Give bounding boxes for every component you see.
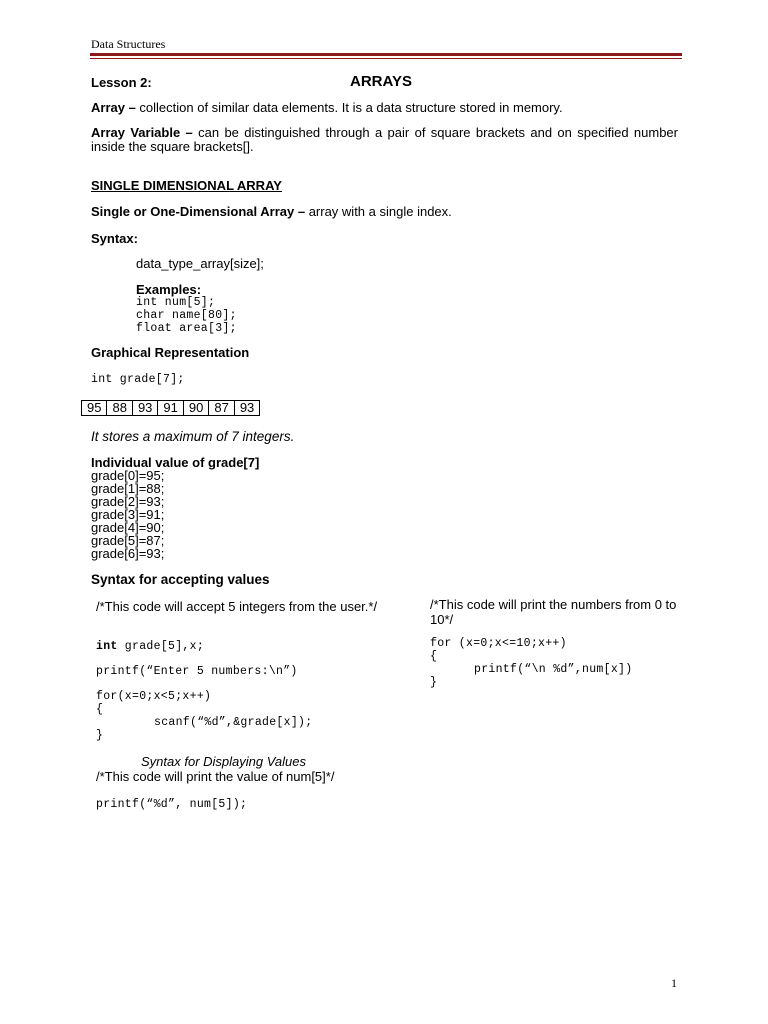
section-heading-displaying: Syntax for Displaying Values	[141, 754, 306, 769]
section-heading-graphical: Graphical Representation	[91, 345, 250, 360]
lesson-label: Lesson 2:	[91, 75, 152, 90]
section-heading-accepting: Syntax for accepting values	[91, 572, 270, 587]
definition-array-variable	[91, 126, 678, 154]
definition-text: can be distinguished through a pair of square brackets and on specified number inside the square brackets[].	[91, 125, 678, 154]
list-item: grade[3]=91;	[91, 507, 165, 522]
list-item: grade[0]=95;	[91, 468, 165, 483]
running-header: Data Structures	[91, 37, 166, 51]
individual-values-list	[91, 469, 164, 560]
definition-text: array with a single index.	[305, 204, 452, 219]
definition-term: Array Variable –	[91, 125, 193, 140]
grade-declaration: int grade[7];	[91, 373, 185, 386]
header-rule-thin	[90, 58, 682, 59]
array-cell: 93	[234, 401, 259, 416]
list-item: grade[5]=87;	[91, 533, 165, 548]
accept-comment: /*This code will accept 5 integers from the user.*/	[96, 599, 378, 614]
definition-text: collection of similar data elements. It is a data structure stored in memory.	[135, 100, 563, 115]
array-caption: It stores a maximum of 7 integers.	[91, 429, 295, 444]
array-cell: 91	[158, 401, 183, 416]
example-line: char name[80];	[136, 309, 237, 322]
examples-label: Examples:	[136, 282, 202, 297]
array-cell: 90	[183, 401, 208, 416]
decl-rest: grade[5],x;	[117, 640, 205, 653]
list-item: grade[1]=88;	[91, 481, 165, 496]
print-range-comment: /*This code will print the numbers from 0 to 10*/	[430, 597, 677, 627]
array-cell: 95	[82, 401, 107, 416]
example-line: int num[5];	[136, 296, 216, 309]
syntax-text: data_type_array[size];	[136, 256, 264, 271]
accept-loop	[96, 690, 312, 742]
definition-term: Array –	[91, 100, 136, 115]
code-line: for (x=0;x<=10;x++)	[430, 637, 567, 650]
section-heading-individual: Individual value of grade[7]	[91, 455, 260, 470]
code-line: scanf(“%d”,&grade[x]);	[154, 716, 313, 729]
example-line: float area[3];	[136, 322, 237, 335]
examples-code	[136, 296, 237, 335]
code-line: {	[430, 650, 438, 663]
keyword-int: int	[96, 640, 118, 653]
page-title: ARRAYS	[350, 73, 412, 90]
array-cell: 93	[132, 401, 157, 416]
list-item: grade[6]=93;	[91, 546, 165, 561]
definition-single-dim	[91, 204, 452, 219]
display-comment: /*This code will print the value of num[5]*/	[96, 769, 335, 784]
accept-printf: printf(“Enter 5 numbers:\n”)	[96, 665, 298, 678]
section-heading-single-dim: SINGLE DIMENSIONAL ARRAY	[91, 178, 282, 193]
array-cell: 88	[107, 401, 132, 416]
array-cell: 87	[209, 401, 234, 416]
grade-array-table	[81, 400, 260, 416]
definition-array	[91, 100, 563, 115]
definition-term: Single or One-Dimensional Array –	[91, 204, 306, 219]
list-item: grade[4]=90;	[91, 520, 165, 535]
page-number: 1	[671, 976, 677, 990]
syntax-label: Syntax:	[91, 231, 138, 246]
header-rule-thick	[90, 53, 682, 56]
table-row	[82, 401, 260, 416]
code-line: for(x=0;x<5;x++)	[96, 690, 212, 703]
print-range-loop	[430, 637, 632, 689]
display-code: printf(“%d”, num[5]);	[96, 798, 248, 811]
code-line: }	[96, 729, 104, 742]
code-line: printf(“\n %d”,num[x])	[474, 663, 633, 676]
code-line: }	[430, 676, 438, 689]
code-line: {	[96, 703, 104, 716]
list-item: grade[2]=93;	[91, 494, 165, 509]
accept-decl	[96, 640, 204, 653]
